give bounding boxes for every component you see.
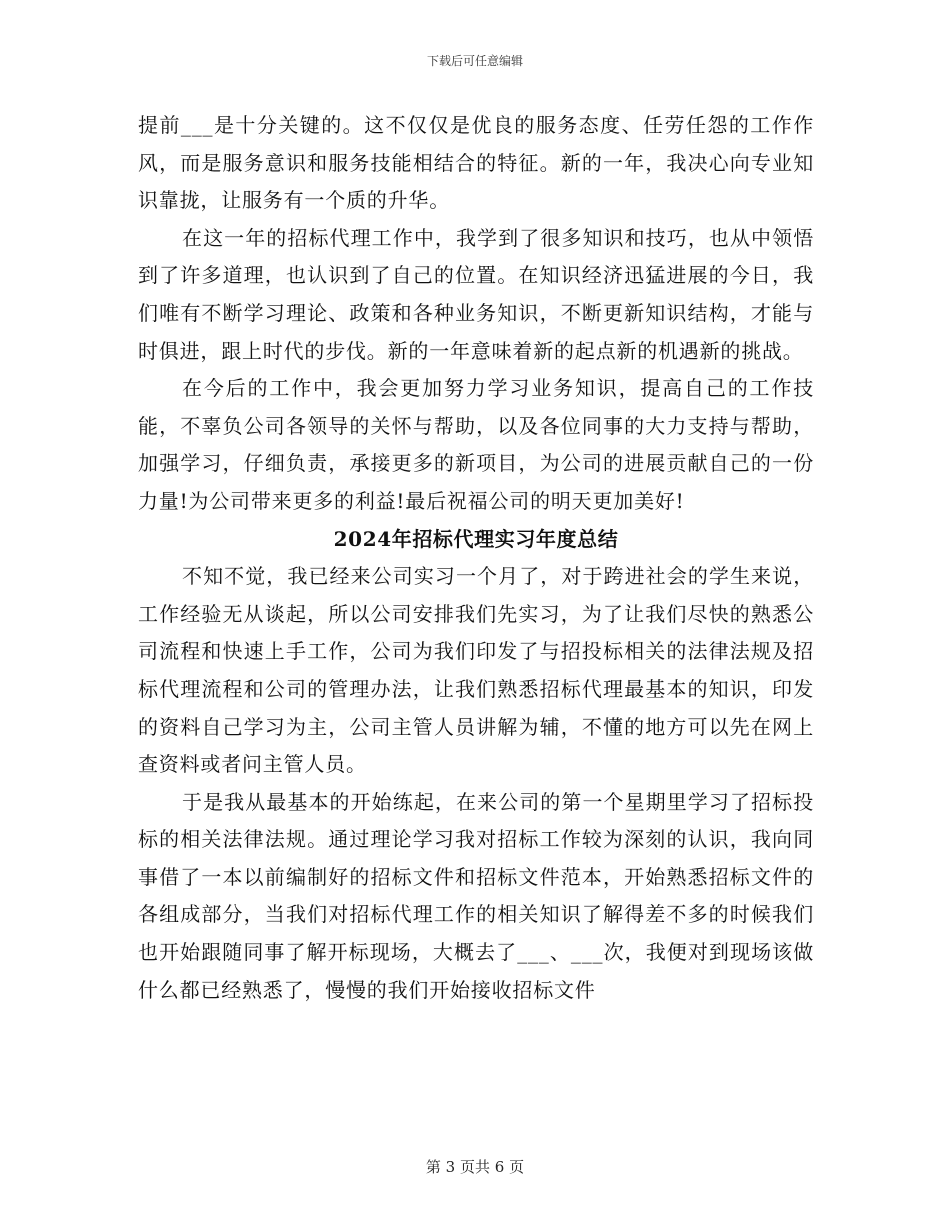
page-header: 下载后可任意编辑 xyxy=(426,54,523,68)
paragraph: 不知不觉，我已经来公司实习一个月了，对于跨进社会的学生来说，工作经验无从谈起，所以公司安排我们先实习，为了让我们尽快的熟悉公司流程和快速上手工作，公司为我们印发了与招投标相关的法律法规及招标代理流程和公司的管理办法，让我们熟悉招标代理最基本的知识，印发的资料自己学习为主，公司主管人员讲解为辅，不懂的地方可以先在网上查资料或者问主管人员。 xyxy=(138,564,814,777)
paragraph-continuation: 提前___是十分关键的。这不仅仅是优良的服务态度、任劳任怨的工作作风，而是服务意识和服务技能相结合的特征。新的一年，我决心向专业知识靠拢，让服务有一个质的升华。 xyxy=(138,113,814,213)
page-number-footer: 第 3 页共 6 页 xyxy=(425,1158,525,1176)
paragraph: 于是我从最基本的开始练起，在来公司的第一个星期里学习了招标投标的相关法律法规。通过理论学习我对招标工作较为深刻的认识，我向同事借了一本以前编制好的招标文件和招标文件范本，开始熟悉招标文件的各组成部分，当我们对招标代理工作的相关知识了解得差不多的时候我们也开始跟随同事了解开标现场，大概去了___、___次，我便对到现场该做什么都已经熟悉了，慢慢的我们开始接收招标文件 xyxy=(138,789,814,1002)
document-body xyxy=(138,107,814,1009)
paragraph: 在今后的工作中，我会更加努力学习业务知识，提高自己的工作技能，不辜负公司各领导的关怀与帮助，以及各位同事的大力支持与帮助，加强学习，仔细负责，承接更多的新项目，为公司的进展贡献自己的一份力量!为公司带来更多的利益!最后祝福公司的明天更加美好! xyxy=(138,376,814,513)
paragraph: 在这一年的招标代理工作中，我学到了很多知识和技巧，也从中领悟到了许多道理，也认识到了自己的位置。在知识经济迅猛进展的今日，我们唯有不断学习理论、政策和各种业务知识，不断更新知识结构，才能与时俱进，跟上时代的步伐。新的一年意味着新的起点新的机遇新的挑战。 xyxy=(138,225,814,363)
section-title: 2024年招标代理实习年度总结 xyxy=(333,526,619,551)
